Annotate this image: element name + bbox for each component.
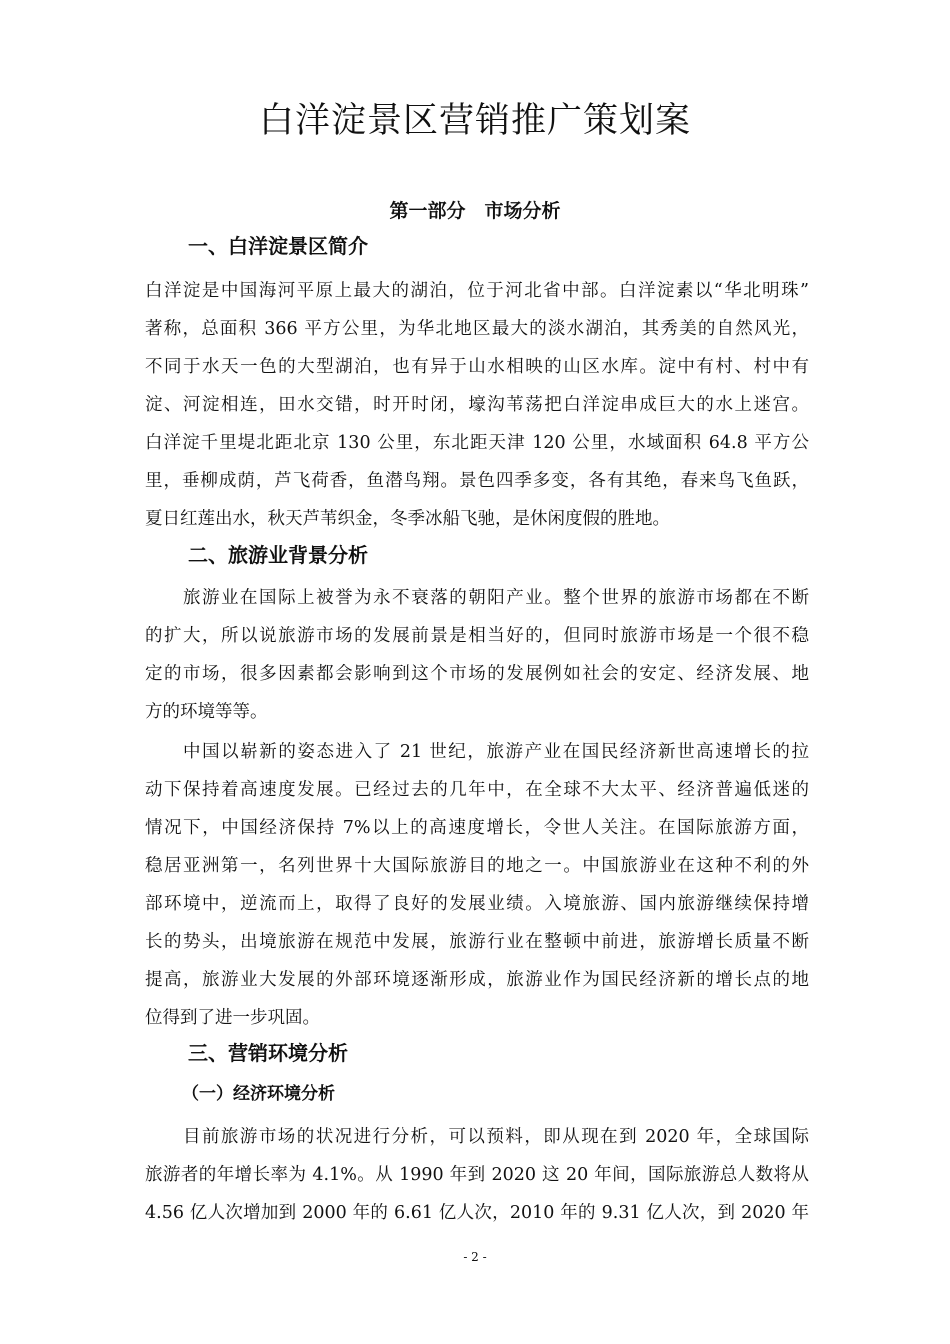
text-line: 中国以崭新的姿态进入了 21 世纪，旅游产业在国民经济新世高速增长的拉 bbox=[183, 742, 809, 762]
text-line: 里，垂柳成荫，芦飞荷香，鱼潜鸟翔。景色四季多变，各有其绝，春来鸟飞鱼跃， bbox=[145, 471, 809, 491]
text-line: 旅游者的年增长率为 4.1%。从 1990 年到 2020 这 20 年间，国际旅游总人数将从 bbox=[145, 1165, 809, 1185]
text-line: 长的势头，出境旅游在规范中发展，旅游行业在整顿中前进，旅游增长质量不断 bbox=[145, 932, 809, 952]
tourism-background-paragraph-2 bbox=[145, 733, 809, 1037]
text-line: 稳居亚洲第一，名列世界十大国际旅游目的地之一。中国旅游业在这种不利的外 bbox=[145, 856, 809, 876]
text-line: 夏日红莲出水，秋天芦苇织金，冬季冰船飞驰，是休闲度假的胜地。 bbox=[145, 509, 670, 529]
section-heading-tourism-background: 二、旅游业背景分析 bbox=[188, 543, 368, 567]
text-line: 情况下，中国经济保持 7%以上的高速度增长，令世人关注。在国际旅游方面， bbox=[145, 818, 809, 838]
part-title: 第一部分 市场分析 bbox=[389, 200, 561, 222]
text-line: 不同于水天一色的大型湖泊，也有异于山水相映的山区水库。淀中有村、村中有 bbox=[145, 357, 809, 377]
text-line: 白洋淀是中国海河平原上最大的湖泊，位于河北省中部。白洋淀素以“华北明珠” bbox=[145, 281, 809, 301]
text-line: 部环境中，逆流而上，取得了良好的发展业绩。入境旅游、国内旅游继续保持增 bbox=[145, 894, 809, 914]
text-line: 目前旅游市场的状况进行分析，可以预料，即从现在到 2020 年，全球国际 bbox=[183, 1127, 809, 1147]
text-line: 提高，旅游业大发展的外部环境逐渐形成，旅游业作为国民经济新的增长点的地 bbox=[145, 970, 809, 990]
text-line: 动下保持着高速度发展。已经过去的几年中，在全球不大太平、经济普遍低迷的 bbox=[145, 780, 809, 800]
intro-paragraph bbox=[145, 272, 809, 538]
text-line: 的扩大，所以说旅游市场的发展前景是相当好的，但同时旅游市场是一个很不稳 bbox=[145, 626, 809, 646]
text-line: 著称，总面积 366 平方公里，为华北地区最大的淡水湖泊，其秀美的自然风光， bbox=[145, 319, 809, 339]
text-line: 定的市场，很多因素都会影响到这个市场的发展例如社会的安定、经济发展、地 bbox=[145, 664, 809, 684]
subsection-heading-economic-environment: （一）经济环境分析 bbox=[182, 1084, 335, 1104]
document-title: 白洋淀景区营销推广策划案 bbox=[258, 101, 691, 141]
text-line: 淀、河淀相连，田水交错，时开时闭，壕沟苇荡把白洋淀串成巨大的水上迷宫。 bbox=[145, 395, 809, 415]
economic-environment-paragraph bbox=[145, 1118, 809, 1232]
section-heading-intro: 一、白洋淀景区简介 bbox=[188, 234, 368, 258]
text-line: 方的环境等等。 bbox=[145, 702, 268, 722]
text-line: 4.56 亿人次增加到 2000 年的 6.61 亿人次，2010 年的 9.31 亿人次，到 2020 年 bbox=[145, 1203, 809, 1223]
text-line: 白洋淀千里堤北距北京 130 公里，东北距天津 120 公里，水域面积 64.8 平方公 bbox=[145, 433, 809, 453]
section-heading-marketing-environment: 三、营销环境分析 bbox=[188, 1041, 348, 1065]
tourism-background-paragraph-1 bbox=[145, 579, 809, 731]
page-number: - 2 - bbox=[463, 1250, 487, 1264]
text-line: 位得到了进一步巩固。 bbox=[145, 1008, 320, 1028]
text-line: 旅游业在国际上被誉为永不衰落的朝阳产业。整个世界的旅游市场都在不断 bbox=[183, 588, 809, 608]
